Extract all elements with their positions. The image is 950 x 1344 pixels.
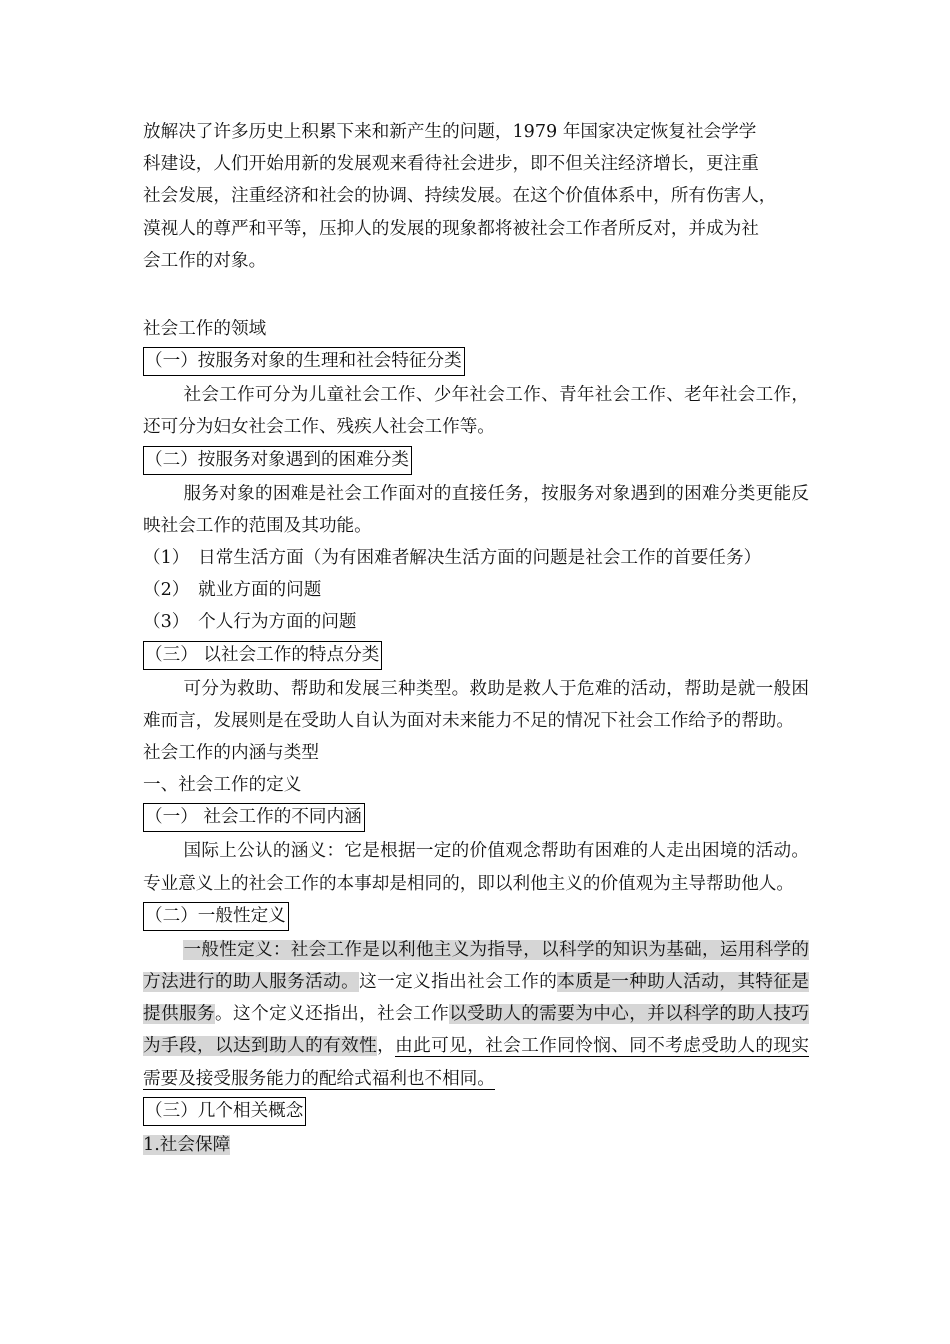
list-item: （2） 就业方面的问题 (143, 580, 322, 601)
subsection-title: （一） 社会工作的不同内涵 (143, 803, 365, 832)
subsection-title: （二）按服务对象遇到的困难分类 (143, 446, 412, 475)
highlighted-text: 特征是提供服务 (143, 972, 809, 1025)
highlighted-text: 本质是一种助人活动，其 (557, 972, 756, 993)
subsection-title: （一）按服务对象的生理和社会特征分类 (143, 347, 465, 376)
underlined-text: 由此可见，社会工作同怜悯、同不考虑受助人的现实需要及接受服务能力的配给式福利也不相同。 (143, 1036, 809, 1089)
intro-paragraph (143, 116, 809, 277)
body-paragraph: 服务对象的困难是社会工作面对的直接任务，按服务对象遇到的困难分类更能反映社会工作的范围及其功能。 (143, 483, 809, 536)
section-subheading: 一、社会工作的定义 (143, 775, 302, 796)
list-item: （3） 个人行为方面的问题 (143, 612, 357, 633)
spacer (143, 277, 809, 313)
document-page (143, 116, 809, 1161)
plain-text: ， (377, 1036, 396, 1057)
highlighted-text: 一般性定义：社会工作是以利他主义为指导，以科学的知识为基础，运用科学的方法进行的助人服务活动。 (143, 939, 809, 993)
definition-paragraph (143, 934, 809, 1095)
intro-line: 放解决了许多历史上积累下来和新产生的问题，1979 年国家决定恢复社会学学 (143, 122, 757, 142)
subsection-title: （三） 以社会工作的特点分类 (143, 641, 382, 670)
subsection-title: （二）一般性定义 (143, 902, 289, 931)
intro-line: 会工作的对象。 (143, 250, 267, 271)
intro-line: 科建设，人们开始用新的发展观来看待社会进步，即不但关注经济增长，更注重 (143, 154, 759, 175)
body-paragraph: 国际上公认的涵义：它是根据一定的价值观念帮助有困难的人走出困境的活动。专业意义上的社会工作的本事却是相同的，即以利他主义的价值观为主导帮助他人。 (143, 841, 809, 894)
section-heading: 社会工作的领域 (143, 319, 267, 340)
section-heading: 社会工作的内涵与类型 (143, 743, 319, 764)
body-paragraph: 可分为救助、帮助和发展三种类型。救助是救人于危难的活动，帮助是就一般困难而言，发展则是在受助人自认为面对未来能力不足的情况下社会工作给予的帮助。 (143, 678, 809, 731)
plain-text: 。这个定义还指出，社会工作 (215, 1004, 450, 1025)
list-item: 1.社会保障 (143, 1134, 231, 1155)
list-item: （1） 日常生活方面（为有困难者解决生活方面的问题是社会工作的首要任务） (143, 548, 762, 569)
body-paragraph: 社会工作可分为儿童社会工作、少年社会工作、青年社会工作、老年社会工作，还可分为妇女社会工作、残疾人社会工作等。 (143, 385, 809, 438)
plain-text: 这一定义指出社会工作的 (359, 972, 558, 993)
intro-line: 漠视人的尊严和平等，压抑人的发展的现象都将被社会工作者所反对，并成为社 (143, 218, 759, 239)
subsection-title: （三）几个相关概念 (143, 1097, 306, 1126)
highlighted-text: 以受助人的需要为中心，并以科学的助人技巧为手段，以达到助人的有效性 (143, 1004, 809, 1057)
intro-line: 社会发展，注重经济和社会的协调、持续发展。在这个价值体系中，所有伤害人， (143, 186, 777, 207)
